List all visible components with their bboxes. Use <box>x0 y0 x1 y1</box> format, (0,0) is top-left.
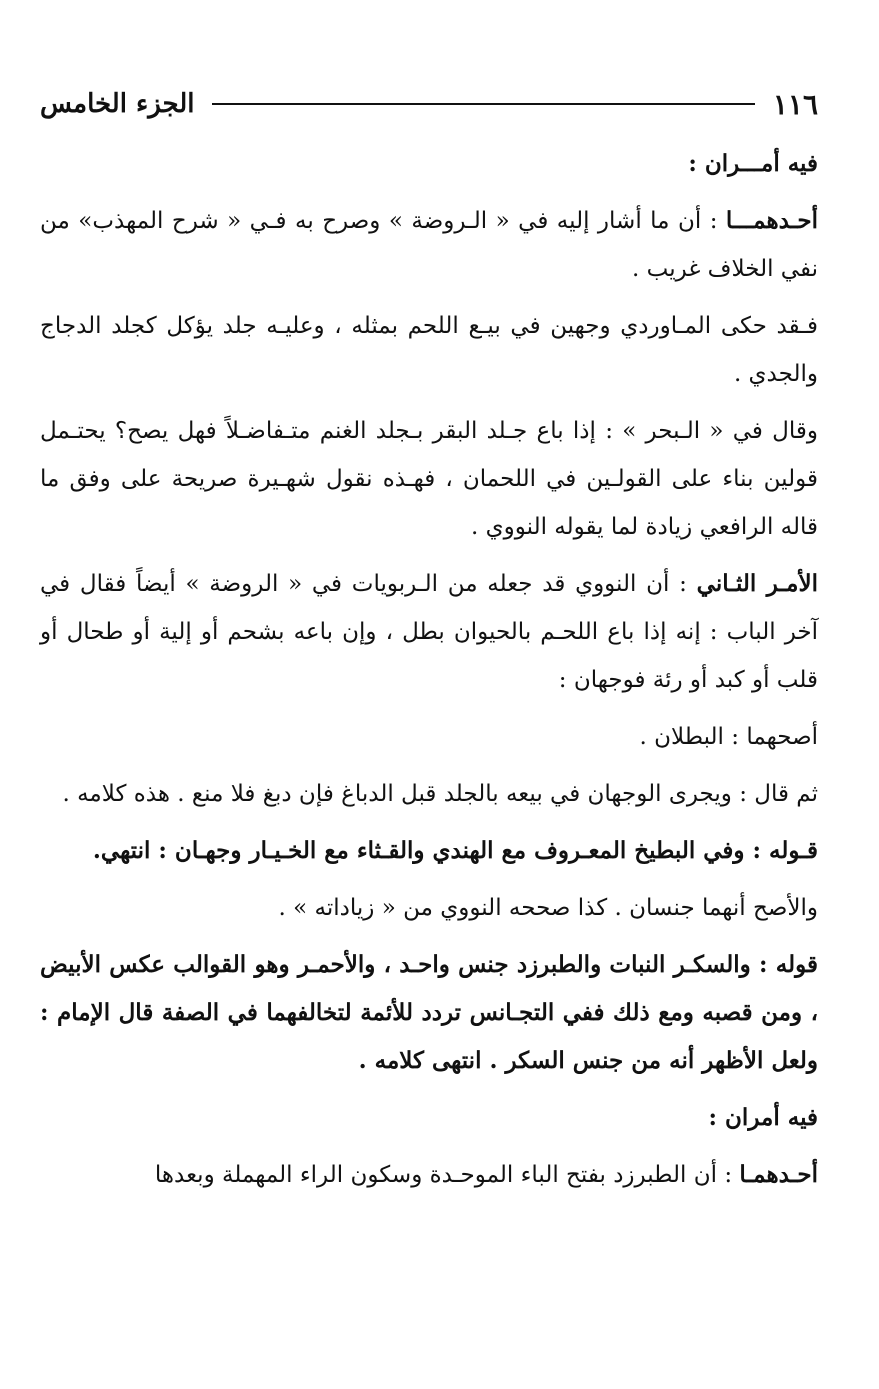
paragraph-3 <box>40 302 818 398</box>
paragraph-text: قـوله : وفي البطيخ المعـروف مع الهندي والقـثاء مع الخـيـار وجهـان : انتهي. <box>92 837 818 864</box>
paragraph-10 <box>40 941 818 1085</box>
body-text <box>40 140 818 1208</box>
paragraph-text: فـقد حكى المـاوردي وجهين في بيـع اللحم بمثله ، وعليـه جلد يؤكل كجلد الدجاج والجدي . <box>40 313 818 387</box>
paragraph-text: فيه أمـــران : <box>688 150 818 177</box>
paragraph-6 <box>40 713 818 761</box>
page-number: ١١٦ <box>772 87 818 121</box>
paragraph-label: أحـدهمـا <box>739 1161 818 1188</box>
paragraph-2 <box>40 197 818 293</box>
paragraph-4 <box>40 407 818 551</box>
paragraph-text: وقال في « الـبحر » : إذا باع جـلد البقر بـجلد الغنم متـفاضـلاً فهل يصح؟ يحتـمل قولين بناء على القولـين في اللحمان ، فهـذه نقول شهـيرة صريحة على وفق ما قاله الرافعي زيادة لما يقوله النووي . <box>40 418 818 540</box>
page-header <box>40 84 818 124</box>
running-title: الجزء الخامس <box>40 89 195 119</box>
paragraph-1 <box>40 140 818 188</box>
paragraph-text: فيه أمران : <box>708 1104 818 1131</box>
paragraph-text: ثم قال : ويجرى الوجهان في بيعه بالجلد قبل الدباغ فإن دبغ فلا منع . هذه كلامه . <box>62 781 818 807</box>
paragraph-8 <box>40 827 818 875</box>
paragraph-label: الأمـر الثـاني <box>696 570 819 597</box>
paragraph-5 <box>40 560 818 704</box>
paragraph-11 <box>40 1094 818 1142</box>
paragraph-text: : أن ما أشار إليه في « الـروضة » وصرح به فـي « شرح المهذب» من نفي الخلاف غريب . <box>40 208 818 282</box>
paragraph-9 <box>40 884 818 932</box>
paragraph-text: : أن الطبرزد بفتح الباء الموحـدة وسكون الراء المهملة وبعدها <box>154 1162 740 1188</box>
paragraph-text: : أن النووي قد جعله من الـربويات في « الروضة » أيضاً فقال في آخر الباب : إنه إذا باع اللحـم بالحيوان بطل ، وإن باعه بشحم أو إلية أو طحال أو قلب أو كبد أو رئة فوجهان : <box>40 571 818 693</box>
paragraph-7 <box>40 770 818 818</box>
paragraph-label: أحـدهمـــا <box>725 207 818 234</box>
paragraph-12 <box>40 1151 818 1199</box>
paragraph-text: قوله : والسكـر النبات والطبرزد جنس واحـد ، والأحمـر وهو القوالب عكس الأبيض ، ومن قصبه ومع ذلك ففي التجـانس تردد للأئمة لتخالفهما في الصفة قال الإمام : ولعل الأظهر أنه من جنس السكر . انتهى كلامه . <box>40 951 818 1074</box>
paragraph-text: أصحهما : البطلان . <box>639 724 818 750</box>
paragraph-text: والأصح أنهما جنسان . كذا صححه النووي من « زياداته » . <box>278 895 818 921</box>
header-rule <box>212 103 754 105</box>
